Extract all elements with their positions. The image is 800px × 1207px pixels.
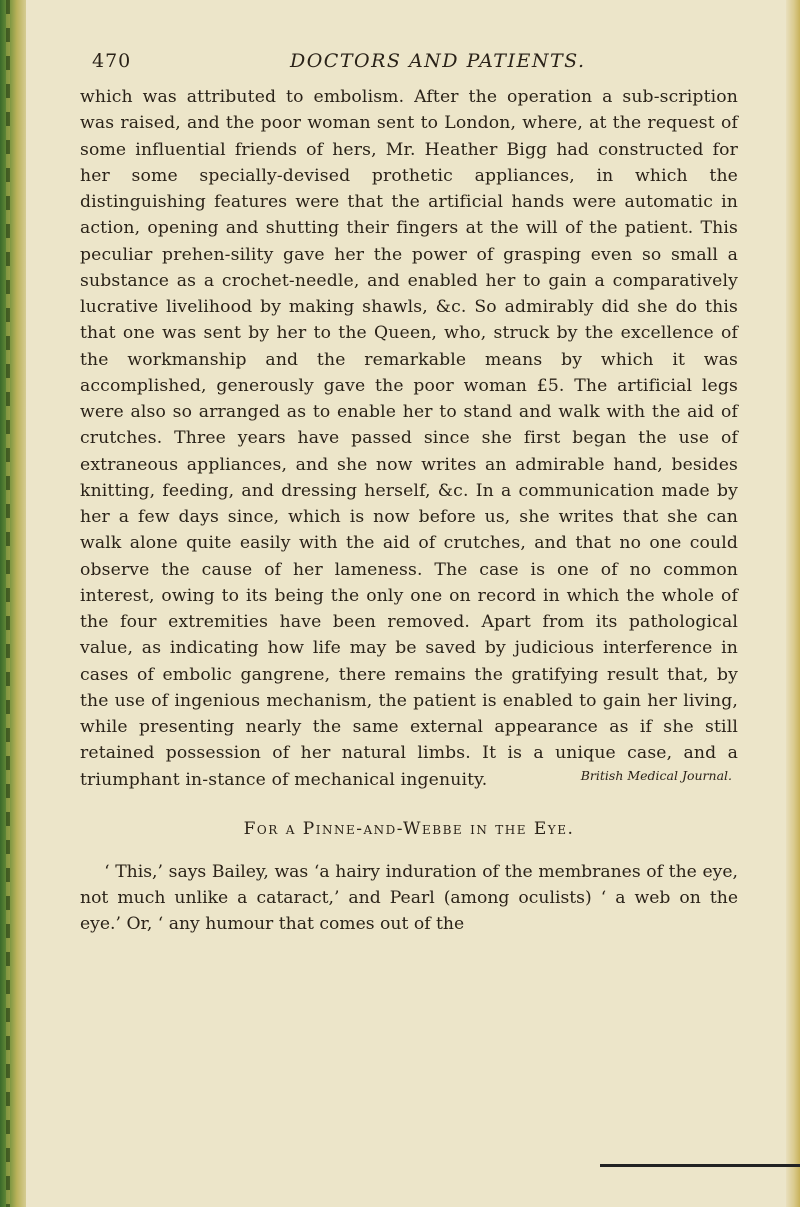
source-citation: British Medical Journal. xyxy=(580,767,732,783)
page-right-edge xyxy=(786,0,800,1207)
section-heading: For a Pinne-and-Webbe in the Eye. xyxy=(243,818,575,839)
page-number: 470 xyxy=(92,50,132,72)
book-binding-edge xyxy=(0,0,26,1207)
page-bottom-rule xyxy=(600,1164,800,1167)
running-title: DOCTORS AND PATIENTS. xyxy=(290,50,586,72)
page-header xyxy=(80,44,738,84)
section-paragraph: ‘ This,’ says Bailey, was ‘a hairy induration of the membranes of the eye, not much unlike a cataract,’ and Pearl (among oculists) ‘ a web on the eye.’ Or, ‘ any humour that comes out of the xyxy=(80,861,738,935)
article-paragraph: which was attributed to embolism. After the operation a sub-scription was raised, and the poor woman sent to London, where, at the request of some influential friends of hers, Mr. Heather Bigg had constructed for her some specially-devised prothetic appliances, in which the distinguishing features were that the artificial hands were automatic in action, opening and shutting their fingers at the will of the patient. This peculiar prehen-sility gave her the power of grasping even so small a substance as a crochet-needle, and enabled her to gain a comparatively lucrative livelihood by making shawls, &c. So admirably did she do this that one was sent by her to the Queen, who, struck by the excellence of the workmanship and the remarkable means by which it was accomplished, generously gave the poor woman £5. The artificial legs were also so arranged as to enable her to stand and walk with the aid of crutches. Three years have passed since she first began the use of extraneous appliances, and she now writes an admirable hand, besides knitting, feeding, and dressing herself, &c. In a communication made by her a few days since, which is now before us, she writes that she can walk alone quite easily with the aid of crutches, and that no one could observe the cause of her lameness. The case is one of no common interest, owing to its being the only one on record in which the whole of the four extremities have been removed. Apart from its pathological value, as indicating how life may be saved by judicious interference in cases of embolic gangrene, there remains the gratifying result that, by the use of ingenious mechanism, the patient is enabled to gain her living, while presenting nearly the same external appearance as if she still retained possession of her natural limbs. It is a unique case, and a triumphant in-stance of mechanical ingenuity. xyxy=(80,87,738,790)
book-page xyxy=(80,44,738,938)
